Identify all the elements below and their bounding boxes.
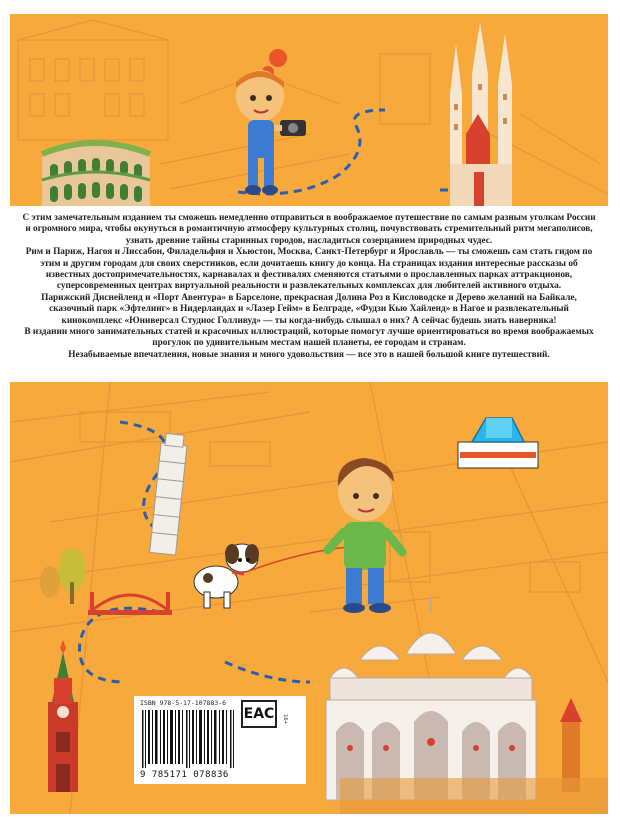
tree-icon	[40, 548, 86, 604]
paragraph-illustrations: В издании много занимательных статей и красочных иллюстраций, которые помогут лучше ориентироваться во время воображаемых прогулок по удивительным местам нашей планеты, ее городам и странам.	[24, 327, 594, 349]
leaning-tower-pisa-icon	[150, 433, 188, 555]
bottom-illustration-art	[10, 382, 608, 814]
sagrada-familia-icon	[450, 22, 512, 206]
paragraph-closing: Незабываемые впечатления, новые знания и много удовольствия — все это в нашей большой книге путешествий.	[68, 349, 550, 360]
boy-walking-dog	[328, 458, 402, 613]
top-illustration	[10, 14, 608, 206]
top-illustration-art	[10, 14, 608, 206]
barcode-icon	[142, 710, 242, 768]
colosseum-icon	[42, 143, 150, 206]
paragraph-parks: Парижский Диснейленд и «Порт Авентура» в Барселоне, прекрасная Долина Роз в Кисловодске и Дерево желаний на Байкале, сказочный парк «Эфтелинг» в Нидерландах и «Лазер Гейм» в Белграде, «Фудзи Кью Хайленд» в Нагое и развлекательный кинокомплекс «Юниверсал Студиос Голливуд» — ты когда-нибудь слышал о них? А сейчас будешь знать наверняка!	[41, 292, 577, 326]
bridge-icon	[88, 592, 172, 615]
city-wall	[340, 778, 608, 814]
isbn-barcode-panel	[134, 696, 306, 784]
kremlin-tower-icon	[48, 640, 78, 792]
age-rating: 16+	[282, 714, 288, 724]
glass-pyramid-building-icon	[458, 418, 538, 468]
isbn-label: ISBN 978-5-17-107883-6	[140, 699, 227, 707]
book-back-cover	[10, 14, 608, 814]
paragraph-cities: Рим и Париж, Нагоя и Лиссабон, Филадельфия и Хьюстон, Москва, Санкт-Петербург и Ярославль — ты сможешь сам стать гидом по этим и другим городам для своих сверстников, если дочитаешь книгу до конца. На страницах издания интересные рассказы об известных достопримечательностях, карнавалах и фестивалях сменяются статьями о прославленных парках аттракционов, суперсовременных центрах виртуальной реальности и развлекательных комплексах для любителей активного отдыха.	[25, 247, 593, 292]
paragraph-intro: С этим замечательным изданием ты сможешь немедленно отправиться в воображаемое путешествие по самым разным уголкам России и огромного мира, чтобы окунуться в романтичную атмосферу культурных столиц, почувствовать стремительный ритм мегаполисов, узнать древние тайны старинных городов, насладиться созерцанием природных чудес.	[22, 213, 596, 246]
description-text-block	[10, 206, 608, 382]
bell-tower-icon	[560, 698, 582, 792]
girl-with-camera	[236, 49, 306, 195]
dog-icon	[194, 544, 259, 608]
barcode-number: 9 785171 078836	[140, 770, 229, 780]
bottom-illustration	[10, 382, 608, 814]
route-dashed-loop	[80, 608, 160, 682]
st-marks-basilica-icon	[326, 596, 536, 800]
eac-certification-mark: ЕАС	[241, 700, 277, 728]
